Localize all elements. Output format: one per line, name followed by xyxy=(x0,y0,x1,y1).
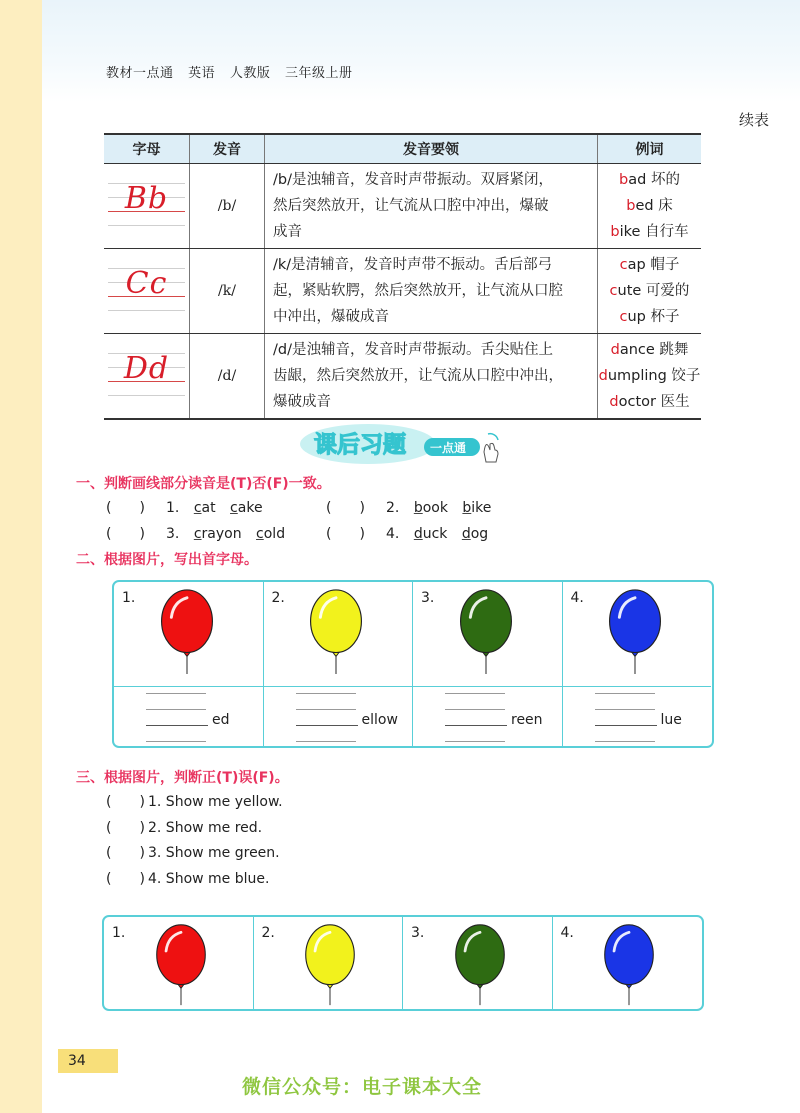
answer-blank[interactable]: ( ) xyxy=(106,500,145,516)
question-item: ( ) 1. cat cake xyxy=(106,497,263,517)
description-line: /k/是清辅音，发音时声带不振动。舌后部弓 xyxy=(273,257,553,273)
question-item: ( ) 4. duck dog xyxy=(326,523,488,543)
writing-line xyxy=(445,741,505,742)
balloon-image xyxy=(302,923,358,1007)
examples-cell xyxy=(598,164,702,249)
table-row xyxy=(104,164,701,249)
writing-line xyxy=(146,693,206,694)
table-row xyxy=(104,334,701,420)
balloon-image xyxy=(456,588,516,676)
continued-label: 续表 xyxy=(739,111,770,129)
letter-cell xyxy=(104,164,190,249)
footer-watermark: 微信公众号：电子课本大全 xyxy=(242,1076,483,1098)
page-number: 34 xyxy=(58,1049,118,1073)
word-underlined-part: d xyxy=(413,526,423,542)
writing-line[interactable] xyxy=(595,725,657,726)
question-item: ( ) 3. crayon cold xyxy=(106,523,285,543)
word-underlined-part: b xyxy=(462,500,472,516)
word-underlined-part: d xyxy=(461,526,471,542)
writing-line xyxy=(296,693,356,694)
example-word: cute 可爱的 xyxy=(609,283,690,299)
writing-line xyxy=(296,709,356,710)
answer-area xyxy=(114,686,263,747)
answer-area xyxy=(563,686,712,747)
balloon-cell xyxy=(563,582,712,746)
example-word: dumpling 饺子 xyxy=(598,368,701,384)
sound-cell: /b/ xyxy=(190,164,265,249)
description-line: 爆破成音 xyxy=(273,394,331,410)
handwritten-letter: Dd xyxy=(123,351,170,386)
answer-blank[interactable]: ( ) xyxy=(326,526,365,542)
balloon-judge-box xyxy=(102,915,704,1011)
sound-cell: /d/ xyxy=(190,334,265,420)
statement-item: ( ) 4. Show me blue. xyxy=(106,868,269,888)
item-number: 1. xyxy=(122,590,136,606)
sound-cell: /k/ xyxy=(190,249,265,334)
grade: 三年级上册 xyxy=(284,66,353,81)
description-cell xyxy=(265,164,598,249)
statement-item: ( ) 2. Show me red. xyxy=(106,817,262,837)
example-word: doctor 医生 xyxy=(609,394,690,410)
writing-line[interactable] xyxy=(445,725,507,726)
header-band xyxy=(42,0,800,102)
item-number: 1. xyxy=(112,925,126,941)
letter-cell xyxy=(104,249,190,334)
examples-cell xyxy=(598,334,702,420)
description-line: 起，紧贴软腭，然后突然放开，让气流从口腔 xyxy=(273,283,563,299)
writing-line xyxy=(595,709,655,710)
description-line: 然后突然放开，让气流从口腔中冲出，爆破 xyxy=(273,198,549,214)
balloon-cell xyxy=(104,917,254,1009)
handwritten-letter: Cc xyxy=(125,266,168,301)
balloon-image xyxy=(601,923,657,1007)
word-underlined-part: c xyxy=(193,500,202,516)
pointing-hand-icon xyxy=(484,434,498,462)
section1-title: 一、判断画线部分读音是(T)否(F)一致。 xyxy=(76,476,331,492)
col-header: 发音 xyxy=(190,134,265,164)
answer-blank[interactable]: ( ) xyxy=(106,845,145,861)
answer-blank[interactable]: ( ) xyxy=(106,526,145,542)
answer-area xyxy=(264,686,413,747)
word-underlined-part: c xyxy=(193,526,202,542)
answer-area xyxy=(413,686,562,747)
example-word: cup 杯子 xyxy=(619,309,680,325)
balloon-image xyxy=(605,588,665,676)
item-number: 4. xyxy=(570,590,584,606)
running-header xyxy=(106,62,362,81)
book-name: 教材一点通 xyxy=(106,66,174,81)
edition: 人教版 xyxy=(229,66,271,81)
col-header: 例词 xyxy=(598,134,702,164)
word-underlined-part: c xyxy=(256,526,264,542)
balloon-cell xyxy=(114,582,264,746)
word-underlined-part: c xyxy=(230,500,238,516)
balloon-image xyxy=(306,588,366,676)
description-line: 齿龈，然后突然放开，让气流从口腔中冲出， xyxy=(273,368,563,384)
writing-line[interactable] xyxy=(296,725,358,726)
phonics-table xyxy=(104,133,701,420)
description-cell xyxy=(265,334,598,420)
table-header-row xyxy=(104,134,701,164)
col-header: 发音要领 xyxy=(265,134,598,164)
description-line: /d/是浊辅音，发音时声带振动。舌尖贴住上 xyxy=(273,342,553,358)
section3-title: 三、根据图片，判断正(T)误(F)。 xyxy=(76,770,289,786)
word-underlined-part: b xyxy=(413,500,423,516)
description-line: 中冲出，爆破成音 xyxy=(273,309,389,325)
letter-cell xyxy=(104,334,190,420)
subject: 英语 xyxy=(188,66,216,81)
answer-blank[interactable]: ( ) xyxy=(326,500,365,516)
handwritten-letter: Bb xyxy=(124,181,169,216)
item-number: 3. xyxy=(421,590,435,606)
example-word: bed 床 xyxy=(626,198,673,214)
answer-blank[interactable]: ( ) xyxy=(106,820,145,836)
answer-blank[interactable]: ( ) xyxy=(106,871,145,887)
balloon-cell xyxy=(553,917,702,1009)
col-header: 字母 xyxy=(104,134,190,164)
balloon-image xyxy=(452,923,508,1007)
item-number: 3. xyxy=(411,925,425,941)
word-ending: ellow xyxy=(361,712,398,728)
description-line: 成音 xyxy=(273,224,302,240)
writing-line xyxy=(146,741,206,742)
word-ending: reen xyxy=(511,712,543,728)
balloon-cell xyxy=(403,917,553,1009)
word-ending: ed xyxy=(212,712,230,728)
example-word: dance 跳舞 xyxy=(610,342,689,358)
example-word: bad 坏的 xyxy=(619,172,680,188)
writing-line xyxy=(146,709,206,710)
banner-tag: 一点通 xyxy=(430,441,467,455)
balloon-image xyxy=(153,923,209,1007)
description-line: /b/是浊辅音，发音时声带振动。双唇紧闭， xyxy=(273,172,553,188)
item-number: 2. xyxy=(261,925,275,941)
item-number: 4. xyxy=(560,925,574,941)
section2-title: 二、根据图片，写出首字母。 xyxy=(76,552,258,568)
balloon-image xyxy=(157,588,217,676)
item-number: 2. xyxy=(271,590,285,606)
word-ending: lue xyxy=(660,712,682,728)
statement-item: ( ) 3. Show me green. xyxy=(106,842,280,862)
balloon-cell xyxy=(413,582,563,746)
writing-line xyxy=(595,741,655,742)
table-row xyxy=(104,249,701,334)
example-word: bike 自行车 xyxy=(610,224,689,240)
balloon-cell xyxy=(254,917,404,1009)
exercise-banner xyxy=(298,422,508,466)
writing-line xyxy=(595,693,655,694)
answer-blank[interactable]: ( ) xyxy=(106,794,145,810)
writing-line xyxy=(445,693,505,694)
banner-title: 课后习题 xyxy=(314,432,406,458)
question-item: ( ) 2. book bike xyxy=(326,497,491,517)
examples-cell xyxy=(598,249,702,334)
balloon-cell xyxy=(264,582,414,746)
description-cell xyxy=(265,249,598,334)
example-word: cap 帽子 xyxy=(619,257,680,273)
statement-item: ( ) 1. Show me yellow. xyxy=(106,791,283,811)
writing-line xyxy=(445,709,505,710)
writing-line[interactable] xyxy=(146,725,208,726)
balloon-write-box xyxy=(112,580,714,748)
writing-line xyxy=(296,741,356,742)
